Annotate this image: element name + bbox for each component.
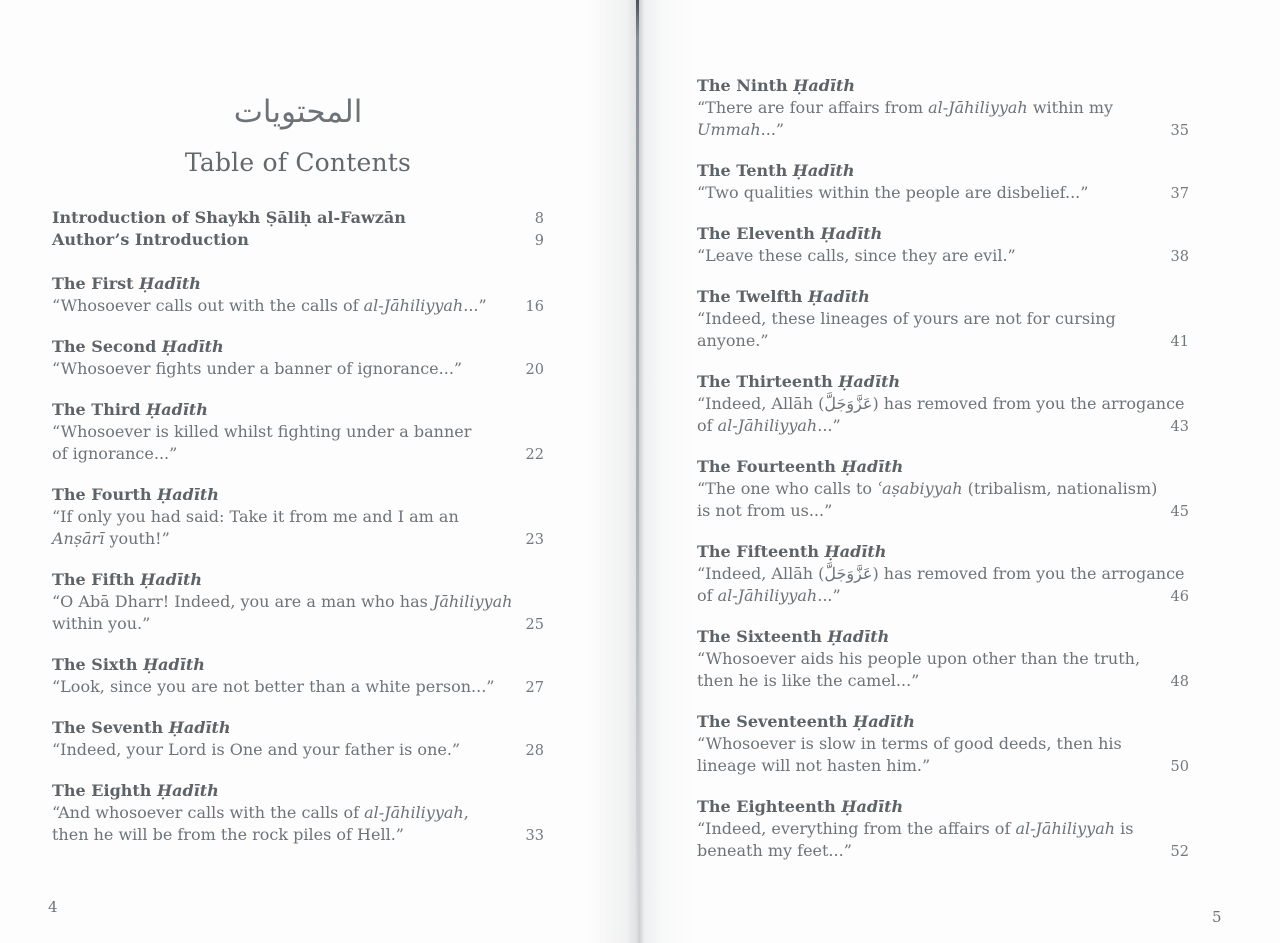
entry-quote-line: “Two qualities within the people are disbelief...” bbox=[697, 183, 1089, 202]
entry-quote-line: beneath my feet...” bbox=[697, 841, 852, 860]
toc-entry bbox=[697, 371, 1189, 437]
toc-entry bbox=[52, 717, 544, 761]
page-number-right: 5 bbox=[1212, 908, 1222, 926]
toc-entry bbox=[52, 484, 544, 550]
entry-quote-line: Ummah...” bbox=[697, 120, 785, 139]
entry-quote-line: “Indeed, these lineages of yours are not for cursing bbox=[697, 309, 1116, 328]
entry-page-number: 52 bbox=[1170, 844, 1189, 860]
entry-page-number: 46 bbox=[1170, 589, 1189, 605]
entry-quote-line: of al-Jāhiliyyah...” bbox=[697, 416, 841, 435]
toc-entry bbox=[697, 223, 1189, 267]
entry-quote-line: “Indeed, Allāh (عَزَّوَجَلَّ) has removed from you the arrogance bbox=[697, 394, 1185, 413]
entry-page-number: 48 bbox=[1170, 674, 1189, 690]
entry-title: The Sixth Ḥadīth bbox=[52, 655, 205, 674]
entry-page-number: 25 bbox=[525, 617, 544, 633]
entry-title: The Eighteenth Ḥadīth bbox=[697, 797, 904, 816]
entry-title: The Fifteenth Ḥadīth bbox=[697, 542, 887, 561]
entry-quote-line: “The one who calls to ʿaṣabiyyah (tribalism, nationalism) bbox=[697, 479, 1158, 498]
entry-quote-line: within you.” bbox=[52, 614, 151, 633]
toc-entry bbox=[52, 336, 544, 380]
toc-entry bbox=[697, 286, 1189, 352]
entry-page-number: 50 bbox=[1170, 759, 1189, 775]
entry-quote-line: “And whosoever calls with the calls of al-Jāhiliyyah, bbox=[52, 803, 469, 822]
toc-entry bbox=[697, 75, 1189, 141]
toc-entry bbox=[52, 654, 544, 698]
entry-quote-line: “Indeed, your Lord is One and your father is one.” bbox=[52, 740, 461, 759]
toc-entry bbox=[52, 399, 544, 465]
entry-page-number: 45 bbox=[1170, 504, 1189, 520]
entry-quote-line: Anṣārī youth!” bbox=[52, 529, 170, 548]
entry-page-number: 20 bbox=[525, 362, 544, 378]
entry-title: The Third Ḥadīth bbox=[52, 400, 208, 419]
entry-quote-line: “Leave these calls, since they are evil.” bbox=[697, 246, 1016, 265]
toc-entry bbox=[697, 456, 1189, 522]
entry-page-number: 43 bbox=[1170, 419, 1189, 435]
entry-quote-line: anyone.” bbox=[697, 331, 769, 350]
entry-page-number: 35 bbox=[1170, 123, 1189, 139]
entry-quote-line: then he will be from the rock piles of Hell.” bbox=[52, 825, 404, 844]
entry-page-number: 38 bbox=[1170, 249, 1189, 265]
entry-title: The Sixteenth Ḥadīth bbox=[697, 627, 890, 646]
page-title: Table of Contents bbox=[184, 148, 412, 177]
page-gutter-fold-line bbox=[636, 0, 639, 943]
page-number-left: 4 bbox=[48, 898, 58, 916]
entry-title: The Fourth Ḥadīth bbox=[52, 485, 219, 504]
entry-page-number: 8 bbox=[534, 211, 544, 227]
entry-quote-line: “O Abā Dharr! Indeed, you are a man who has Jāhiliyyah bbox=[52, 592, 513, 611]
entry-title: Introduction of Shaykh Ṣāliḥ al-Fawzān bbox=[52, 208, 406, 227]
toc-entry bbox=[697, 160, 1189, 204]
entry-title: The Eighth Ḥadīth bbox=[52, 781, 219, 800]
entry-quote-line: “There are four affairs from al-Jāhiliyyah within my bbox=[697, 98, 1114, 117]
entry-quote-line: “Whosoever is slow in terms of good deeds, then his bbox=[697, 734, 1122, 753]
page-left bbox=[52, 0, 544, 846]
entry-quote-line: lineage will not hasten him.” bbox=[697, 756, 931, 775]
entry-page-number: 16 bbox=[525, 299, 544, 315]
entry-quote-line: then he is like the camel...” bbox=[697, 671, 920, 690]
entry-title: The Twelfth Ḥadīth bbox=[697, 287, 870, 306]
entry-title: The Fourteenth Ḥadīth bbox=[697, 457, 904, 476]
entry-title: The Tenth Ḥadīth bbox=[697, 161, 855, 180]
entry-title: The Seventh Ḥadīth bbox=[52, 718, 231, 737]
toc-entry bbox=[52, 780, 544, 846]
entry-quote-line: is not from us...” bbox=[697, 501, 833, 520]
entry-title: The Ninth Ḥadīth bbox=[697, 76, 855, 95]
entry-quote-line: “Whosoever calls out with the calls of al-Jāhiliyyah...” bbox=[52, 296, 487, 315]
entry-page-number: 37 bbox=[1170, 186, 1189, 202]
toc-entry bbox=[52, 229, 544, 251]
entry-quote-line: “Whosoever fights under a banner of ignorance...” bbox=[52, 359, 463, 378]
toc-entry bbox=[697, 711, 1189, 777]
entry-quote-line: “Indeed, everything from the affairs of al-Jāhiliyyah is bbox=[697, 819, 1134, 838]
toc-entries-left bbox=[52, 273, 544, 846]
entry-title: The First Ḥadīth bbox=[52, 274, 201, 293]
entry-title: The Seventeenth Ḥadīth bbox=[697, 712, 915, 731]
toc-entry bbox=[52, 273, 544, 317]
entry-title: The Second Ḥadīth bbox=[52, 337, 224, 356]
entry-quote-line: “Whosoever aids his people upon other than the truth, bbox=[697, 649, 1141, 668]
entry-quote-line: “Look, since you are not better than a white person...” bbox=[52, 677, 495, 696]
entry-quote-line: of al-Jāhiliyyah...” bbox=[697, 586, 841, 605]
entry-quote-line: “If only you had said: Take it from me and I am an bbox=[52, 507, 459, 526]
page-gutter-shadow bbox=[585, 0, 695, 943]
entry-title: The Thirteenth Ḥadīth bbox=[697, 372, 901, 391]
entry-quote-line: “Whosoever is killed whilst fighting under a banner bbox=[52, 422, 472, 441]
entry-page-number: 9 bbox=[534, 233, 544, 249]
entry-page-number: 33 bbox=[525, 828, 544, 844]
toc-entry bbox=[697, 626, 1189, 692]
toc-entry bbox=[52, 207, 544, 229]
contents-calligraphy-arabic: المحتويات bbox=[233, 94, 363, 130]
entry-page-number: 27 bbox=[525, 680, 544, 696]
toc-intro-group bbox=[52, 207, 544, 251]
entry-title: Author’s Introduction bbox=[52, 230, 249, 249]
toc-entries-right bbox=[697, 75, 1189, 862]
entry-page-number: 41 bbox=[1170, 334, 1189, 350]
entry-title: The Eleventh Ḥadīth bbox=[697, 224, 883, 243]
entry-title: The Fifth Ḥadīth bbox=[52, 570, 202, 589]
entry-page-number: 23 bbox=[525, 532, 544, 548]
toc-entry bbox=[52, 569, 544, 635]
entry-page-number: 22 bbox=[525, 447, 544, 463]
page-right bbox=[697, 0, 1189, 862]
toc-entry bbox=[697, 541, 1189, 607]
toc-entry bbox=[697, 796, 1189, 862]
entry-quote-line: of ignorance...” bbox=[52, 444, 178, 463]
entry-quote-line: “Indeed, Allāh (عَزَّوَجَلَّ) has removed from you the arrogance bbox=[697, 564, 1185, 583]
entry-page-number: 28 bbox=[525, 743, 544, 759]
